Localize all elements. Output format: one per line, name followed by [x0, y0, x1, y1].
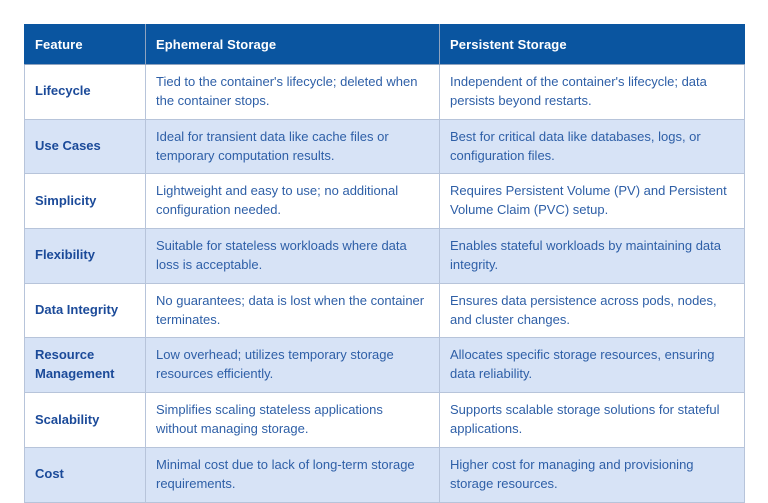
feature-cell: Simplicity: [25, 174, 146, 229]
persistent-cell: Allocates specific storage resources, ensuring data reliability.: [440, 338, 745, 393]
ephemeral-cell: Suitable for stateless workloads where data loss is acceptable.: [146, 229, 440, 284]
storage-comparison-table-container: [24, 24, 744, 503]
table-row: [25, 119, 745, 174]
persistent-cell: Independent of the container's lifecycle; data persists beyond restarts.: [440, 65, 745, 120]
table-row: [25, 393, 745, 448]
persistent-cell: Best for critical data like databases, logs, or configuration files.: [440, 119, 745, 174]
feature-cell: Data Integrity: [25, 283, 146, 338]
table-row: [25, 229, 745, 284]
table-row: [25, 447, 745, 502]
feature-cell: Use Cases: [25, 119, 146, 174]
ephemeral-cell: Tied to the container's lifecycle; deleted when the container stops.: [146, 65, 440, 120]
table-row: [25, 65, 745, 120]
feature-cell: Resource Management: [25, 338, 146, 393]
table-row: [25, 283, 745, 338]
ephemeral-cell: Ideal for transient data like cache files or temporary computation results.: [146, 119, 440, 174]
ephemeral-cell: Lightweight and easy to use; no additional configuration needed.: [146, 174, 440, 229]
storage-comparison-table: [24, 24, 745, 503]
table-row: [25, 174, 745, 229]
table-row: [25, 338, 745, 393]
ephemeral-cell: Simplifies scaling stateless applications without managing storage.: [146, 393, 440, 448]
persistent-cell: Requires Persistent Volume (PV) and Persistent Volume Claim (PVC) setup.: [440, 174, 745, 229]
persistent-cell: Higher cost for managing and provisioning storage resources.: [440, 447, 745, 502]
header-persistent: Persistent Storage: [440, 25, 745, 65]
ephemeral-cell: Minimal cost due to lack of long-term storage requirements.: [146, 447, 440, 502]
feature-cell: Cost: [25, 447, 146, 502]
persistent-cell: Supports scalable storage solutions for stateful applications.: [440, 393, 745, 448]
feature-cell: Scalability: [25, 393, 146, 448]
header-ephemeral: Ephemeral Storage: [146, 25, 440, 65]
feature-cell: Lifecycle: [25, 65, 146, 120]
persistent-cell: Enables stateful workloads by maintaining data integrity.: [440, 229, 745, 284]
header-feature: Feature: [25, 25, 146, 65]
header-row: [25, 25, 745, 65]
feature-cell: Flexibility: [25, 229, 146, 284]
ephemeral-cell: No guarantees; data is lost when the container terminates.: [146, 283, 440, 338]
ephemeral-cell: Low overhead; utilizes temporary storage resources efficiently.: [146, 338, 440, 393]
persistent-cell: Ensures data persistence across pods, nodes, and cluster changes.: [440, 283, 745, 338]
